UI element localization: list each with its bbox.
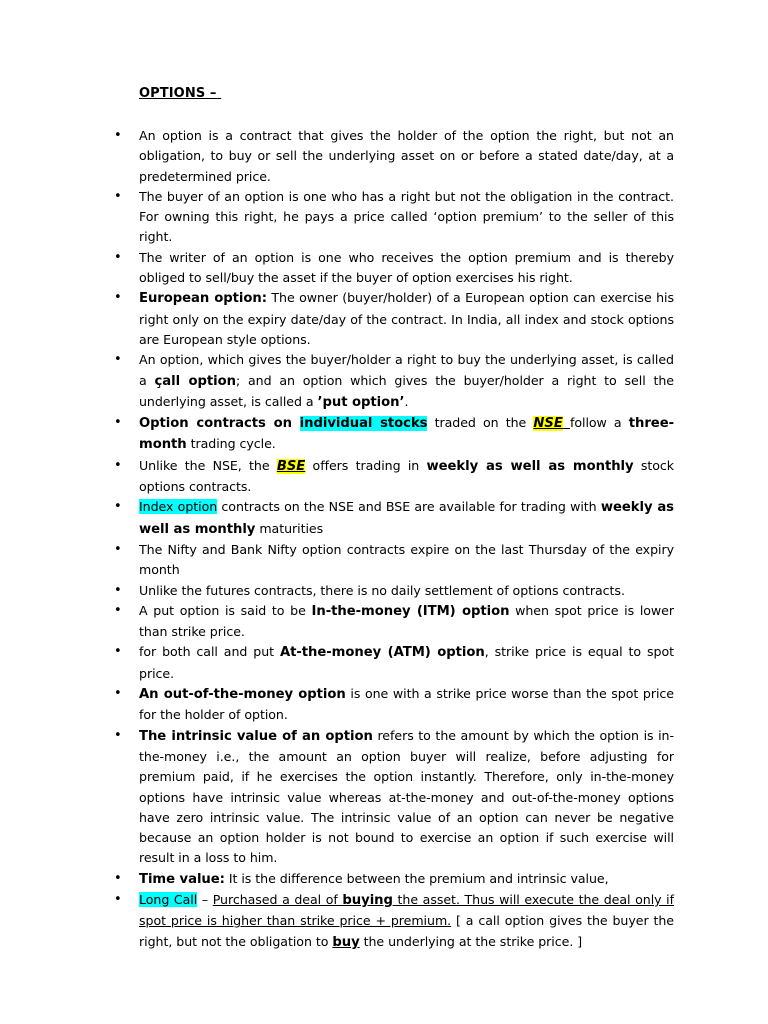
text-run: weekly as well as monthly <box>426 458 634 474</box>
text-run: Option contracts on <box>139 416 300 432</box>
text-run: Time value: <box>139 871 225 887</box>
text-run: An option, which gives the buyer/holder a right to buy the underlying asset, is called a <box>139 352 674 388</box>
text-run: buying <box>342 892 393 908</box>
text-run: buy <box>332 934 360 950</box>
bullet-icon: • <box>114 352 122 368</box>
text-run: three-month <box>139 416 675 453</box>
text-run: ; and an option which gives the buyer/holder a right to sell the underlying asset, is called a <box>139 372 674 409</box>
text-run: A put option is said to be <box>139 602 312 618</box>
text-run: the underlying at the strike price. ] <box>359 933 583 949</box>
bullet-icon: • <box>114 457 122 473</box>
text-run: ’put option’ <box>317 394 405 410</box>
bullet-icon: • <box>114 541 122 557</box>
bullet-icon: • <box>114 870 122 886</box>
list-item <box>114 350 674 413</box>
text-run: the asset. Thus will execute the deal only if spot price is higher than strike price + premium. <box>139 891 675 929</box>
bullet-icon: • <box>114 249 122 265</box>
bullet-icon: • <box>114 582 122 598</box>
text-run: In-the-money (ITM) option <box>311 603 510 619</box>
list-item <box>114 581 674 601</box>
text-run: refers to the amount by which the option is in-the-money i.e., the amount an option buyer will realize, before adjusting for premium paid, if he exercises the option instantly. Therefore, only in-the-money options have intrinsic value whereas at-the-money and out-of-the-money options have zero intrinsic value. The intrinsic value of an option can never be negative because an option holder is not bound to exercise an option if such exercise will result in a loss to him. <box>139 727 674 866</box>
list-item <box>114 248 674 289</box>
list-item <box>114 288 674 350</box>
text-run: contracts on the NSE and BSE are available for trading with <box>217 499 601 515</box>
list-item <box>114 642 674 684</box>
bullet-icon: • <box>114 644 122 660</box>
list-item <box>114 413 675 456</box>
text-run: The intrinsic value of an option <box>139 728 373 744</box>
text-run: Unlike the futures contracts, there is no daily settlement of options contracts. <box>139 582 625 598</box>
text-run: Long Call <box>139 891 198 907</box>
text-run: Purchased a deal of <box>212 891 343 907</box>
bullet-icon: • <box>114 727 122 743</box>
text-run: – <box>197 891 213 907</box>
text-run: Unlike the NSE, the <box>139 457 277 473</box>
text-run: traded on the <box>427 415 534 431</box>
list-item <box>114 869 674 890</box>
list-item <box>114 601 674 643</box>
text-run: follow a <box>569 415 629 431</box>
list-item <box>114 890 675 953</box>
text-run: . <box>404 393 409 409</box>
text-run: when spot price is lower than strike price. <box>139 602 674 640</box>
text-run: is one with a strike price worse than the spot price for the holder of option. <box>139 686 675 723</box>
list-item <box>114 497 674 540</box>
text-run <box>563 415 570 430</box>
text-run: individual stocks <box>299 416 428 432</box>
text-run: An out-of-the-money option <box>139 687 346 703</box>
bullet-icon: • <box>114 128 122 143</box>
text-run: European option: <box>139 291 267 307</box>
text-run: BSE <box>276 458 306 474</box>
text-run: trading cycle. <box>186 436 276 452</box>
text-run: [ a call option gives the buyer the right, but not the obligation to <box>139 913 674 949</box>
text-run: weekly as well as monthly <box>139 500 674 537</box>
list-item <box>114 126 674 187</box>
text-run: maturities <box>255 520 324 536</box>
text-run: At-the-money (ATM) option <box>279 645 485 661</box>
bullet-icon: • <box>114 188 122 204</box>
bullet-icon: • <box>114 415 122 431</box>
page-title: OPTIONS – <box>139 86 222 101</box>
text-run: , strike price is equal to spot price. <box>139 644 674 681</box>
bullet-icon: • <box>114 686 122 702</box>
text-run: Index option <box>139 499 218 515</box>
bullet-icon: • <box>114 602 122 618</box>
bullet-icon: • <box>114 891 122 907</box>
list-item <box>114 540 674 581</box>
text-run: It is the difference between the premium and intrinsic value, <box>224 870 609 886</box>
bullet-list <box>114 126 675 953</box>
list-item <box>114 684 675 726</box>
list-item <box>114 187 674 248</box>
bullet-icon: • <box>114 290 122 306</box>
list-item <box>114 456 675 498</box>
text-run: The Nifty and Bank Nifty option contracts expire on the last Thursday of the expiry month <box>139 541 674 578</box>
text-run: çall option <box>154 373 236 389</box>
bullet-icon: • <box>114 499 122 515</box>
text-run: for both call and put <box>139 644 280 660</box>
text-run: stock options contracts. <box>139 457 675 495</box>
text-run: The owner (buyer/holder) of a European option can exercise his right only on the expiry date/day of the contract. In India, all index and stock options are European style options. <box>139 290 674 347</box>
text-run: An option is a contract that gives the holder of the option the right, but not an obligation, to buy or sell the underlying asset on or before a stated date/day, at a predetermined price. <box>139 128 674 184</box>
text-run: The buyer of an option is one who has a right but not the obligation in the contract. For owning this right, he pays a price called ‘option premium’ to the seller of this right. <box>139 188 674 245</box>
list-item <box>114 726 674 869</box>
text-run: NSE <box>533 416 563 432</box>
text-run: The writer of an option is one who receives the option premium and is thereby obliged to sell/buy the asset if the buyer of option exercises his right. <box>139 249 674 286</box>
text-run: offers trading in <box>305 457 427 473</box>
